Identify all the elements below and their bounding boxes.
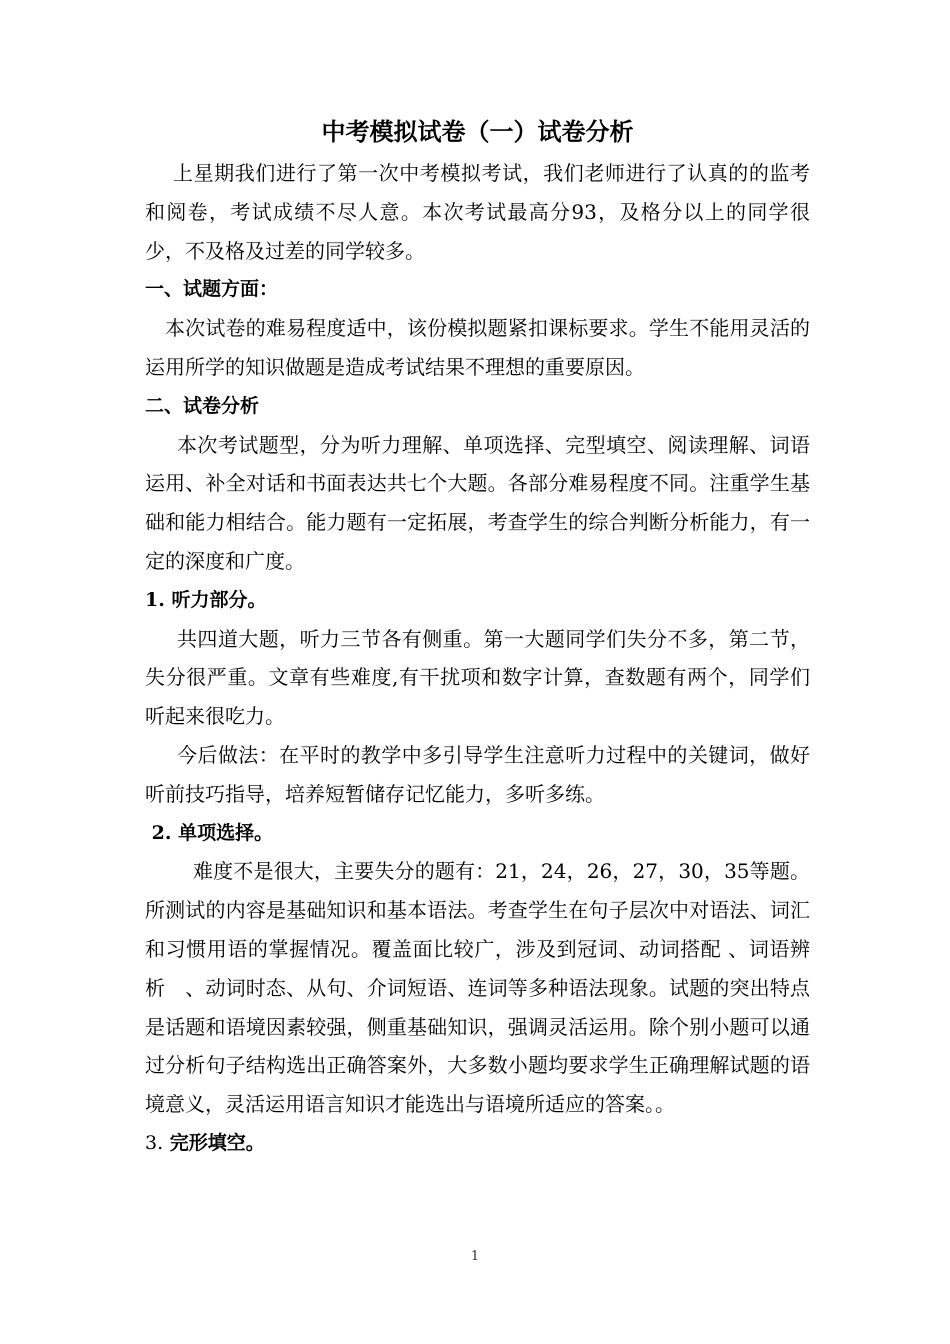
part-body-single-choice: 难度不是很大，主要失分的题有：21，24，26，27，30，35等题。所测试的内容是基础知识和基本语法。考查学生在句子层次中对语法、词汇和习惯用语的掌握情况。覆盖面比较广，涉及到冠词、动词搭配 、词语辨析 、动词时态、从句、介词短语、连词等多种语法现象。试题的突出特点是话题和语境因素较强，侧重基础知识，强调灵活运用。除个别小题可以通过分析句子结构选出正确答案外，大多数小题均要求学生正确理解试题的语境意义，灵活运用语言知识才能选出与语境所适应的答案。。: [145, 859, 810, 1117]
section-body-analysis: 本次考试题型，分为听力理解、单项选择、完型填空、阅读理解、词语运用、补全对话和书面表达共七个大题。各部分难易程度不同。注重学生基础和能力相结合。能力题有一定拓展，考查学生的综合判断分析能力，有一定的深度和广度。: [145, 432, 810, 573]
part-number: 3.: [145, 1131, 164, 1154]
part-body-listening: 共四道大题，听力三节各有侧重。第一大题同学们失分不多，第二节，失分很严重。文章有些难度,有干扰项和数字计算，查数题有两个，同学们听起来很吃力。: [145, 626, 810, 729]
part-title: 听力部分。: [171, 588, 267, 611]
intro-paragraph: 上星期我们进行了第一次中考模拟考试，我们老师进行了认真的的监考和阅卷，考试成绩不尽人意。本次考试最高分93，及格分以上的同学很少，不及格及过差的同学较多。: [145, 161, 810, 263]
part-heading-single-choice: [145, 814, 810, 853]
section-heading-analysis: 二、试卷分析: [145, 394, 260, 417]
part-title: 单项选择。: [178, 821, 274, 844]
part-number: 2.: [151, 821, 172, 844]
page-number: 1: [470, 1249, 480, 1264]
part-number: 1.: [145, 588, 165, 611]
document-page: [145, 112, 810, 1163]
part-heading-listening: [145, 581, 810, 620]
part-title: 完形填空。: [169, 1131, 265, 1154]
part-advice-listening: 今后做法：在平时的教学中多引导学生注意听力过程中的关键词，做好听前技巧指导，培养短暂储存记忆能力，多听多练。: [145, 742, 810, 806]
document-title: 中考模拟试卷（一）试卷分析: [321, 118, 634, 146]
section-body-questions: 本次试卷的难易程度适中，该份模拟题紧扣课标要求。学生不能用灵活的运用所学的知识做题是造成考试结果不理想的重要原因。: [145, 316, 810, 379]
part-heading-cloze: [145, 1124, 810, 1163]
section-heading-questions: 一、试题方面：: [145, 278, 279, 301]
